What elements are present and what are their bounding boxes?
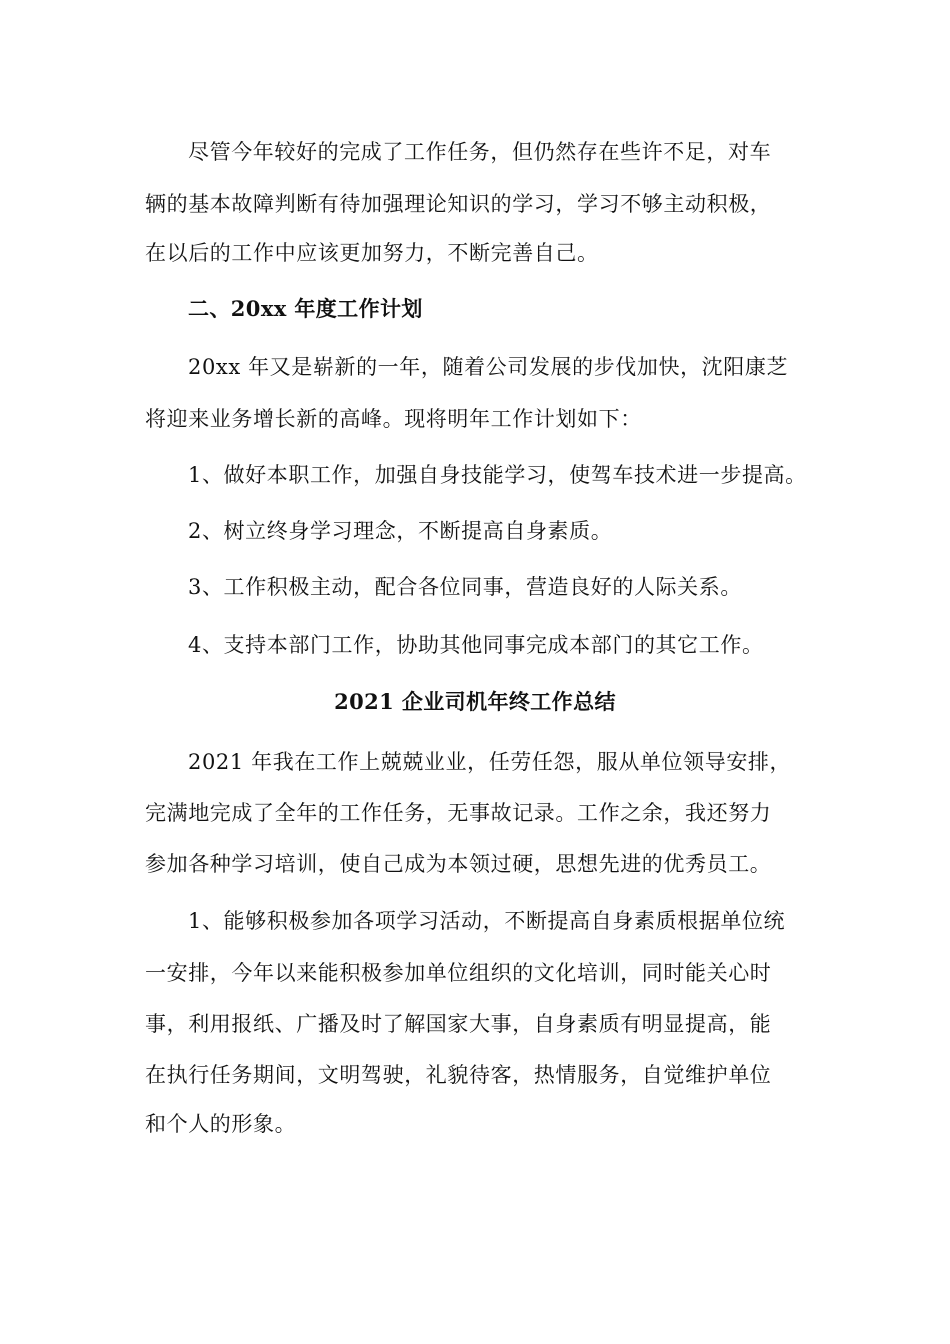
plan-item: 4、支持本部门工作，协助其他同事完成本部门的其它工作。 xyxy=(188,633,764,657)
paragraph-line: 尽管今年较好的完成了工作任务，但仍然存在些许不足，对车 xyxy=(188,140,772,164)
section-heading: 二、20xx 年度工作计划 xyxy=(188,296,423,321)
document-title: 2021 企业司机年终工作总结 xyxy=(334,689,616,714)
paragraph-line: 在执行任务期间，文明驾驶，礼貌待客，热情服务，自觉维护单位 xyxy=(145,1063,772,1087)
paragraph-line: 1、能够积极参加各项学习活动，不断提高自身素质根据单位统 xyxy=(188,909,786,933)
paragraph-line: 辆的基本故障判断有待加强理论知识的学习，学习不够主动积极， xyxy=(145,192,772,216)
paragraph-line: 参加各种学习培训，使自己成为本领过硬，思想先进的优秀员工。 xyxy=(145,852,772,876)
paragraph-line: 在以后的工作中应该更加努力，不断完善自己。 xyxy=(145,241,599,265)
plan-item: 2、树立终身学习理念，不断提高自身素质。 xyxy=(188,519,613,543)
paragraph-line: 和个人的形象。 xyxy=(145,1112,297,1136)
plan-item: 3、工作积极主动，配合各位同事，营造良好的人际关系。 xyxy=(188,575,742,599)
paragraph-line: 2021 年我在工作上兢兢业业，任劳任怨，服从单位领导安排， xyxy=(188,750,792,774)
paragraph-line: 事，利用报纸、广播及时了解国家大事，自身素质有明显提高，能 xyxy=(145,1012,772,1036)
paragraph-line: 完满地完成了全年的工作任务，无事故记录。工作之余，我还努力 xyxy=(145,801,772,825)
paragraph-line: 将迎来业务增长新的高峰。现将明年工作计划如下： xyxy=(145,407,642,431)
paragraph-line: 20xx 年又是崭新的一年，随着公司发展的步伐加快，沈阳康芝 xyxy=(188,355,789,379)
paragraph-line: 一安排，今年以来能积极参加单位组织的文化培训，同时能关心时 xyxy=(145,961,772,985)
plan-item: 1、做好本职工作，加强自身技能学习，使驾车技术进一步提高。 xyxy=(188,463,807,487)
